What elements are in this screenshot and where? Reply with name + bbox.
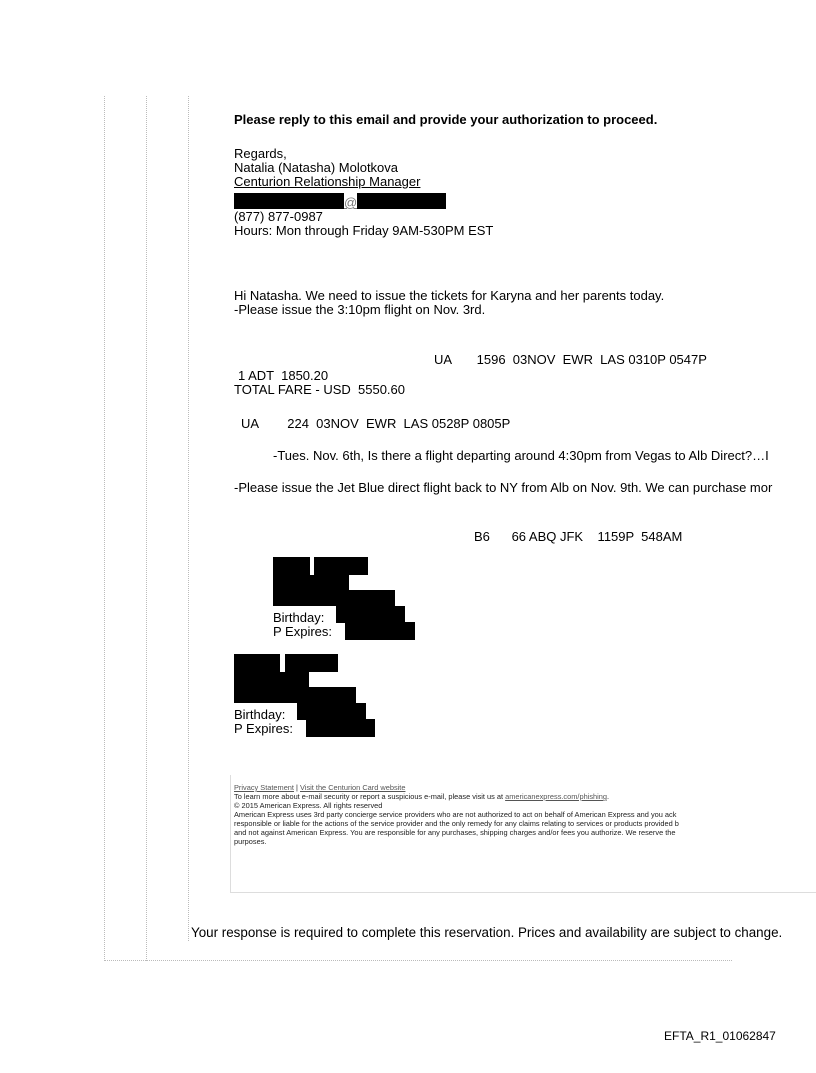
signature-phone: (877) 877-0987 (234, 209, 323, 224)
signature-title: Centurion Relationship Manager (234, 174, 421, 189)
redaction-p1-last (314, 557, 368, 575)
flight-segment-1: UA 1596 03NOV EWR LAS 0310P 0547P (434, 352, 707, 367)
footer-copyright: © 2015 American Express. All rights reserved (234, 801, 383, 810)
redaction-p2-line3 (234, 687, 356, 703)
redaction-email-domain (357, 193, 446, 209)
redaction-p1-first (273, 557, 310, 575)
footer-disclaimer-3: and not against American Express. You are responsible for any purchases, shipping charges and/or fees you authorize. We reserve the (234, 828, 676, 837)
signature-hours: Hours: Mon through Friday 9AM-530PM EST (234, 223, 494, 238)
footer-links (234, 783, 405, 792)
footer-security (234, 792, 609, 801)
redaction-email-user (234, 193, 344, 209)
redaction-p1-line2 (273, 575, 349, 590)
body-line-1: Hi Natasha. We need to issue the tickets for Karyna and her parents today. (234, 288, 665, 303)
passenger-1-expires-label: P Expires: (273, 624, 333, 639)
signature-name: Natalia (Natasha) Molotkova (234, 160, 399, 175)
redaction-p2-first (234, 654, 280, 672)
footer-disclaimer-1: American Express uses 3rd party concierge service providers who are not authorized to act on behalf of American Express and you ack (234, 810, 677, 819)
redaction-p1-expires (345, 622, 415, 640)
phishing-link[interactable]: americanexpress.com/phishing (505, 792, 607, 801)
footer-security-text: To learn more about e-mail security or report a suspicious e-mail, please visit us at (234, 792, 506, 801)
privacy-statement-link[interactable]: Privacy Statement (234, 783, 294, 792)
frame-line-bottom (104, 960, 732, 961)
redaction-p2-expires (306, 719, 375, 737)
centurion-website-link[interactable]: Visit the Centurion Card website (300, 783, 406, 792)
body-line-3: -Tues. Nov. 6th, Is there a flight departing around 4:30pm from Vegas to Alb Direct?…I (273, 448, 769, 463)
body-line-2: -Please issue the 3:10pm flight on Nov. 3rd. (234, 302, 486, 317)
redaction-p1-birthday (336, 606, 405, 623)
document-id: EFTA_R1_01062847 (664, 1029, 776, 1043)
frame-line-left (104, 96, 105, 961)
total-fare: TOTAL FARE - USD 5550.60 (234, 382, 405, 397)
footer-security-period: . (606, 792, 610, 801)
body-line-4: -Please issue the Jet Blue direct flight back to NY from Alb on Nov. 9th. We can purchase mor (234, 480, 773, 495)
signature-at-sign: @ (344, 195, 358, 210)
flight-segment-3: B6 66 ABQ JFK 1159P 548AM (474, 529, 683, 544)
footer-link-separator: | (293, 783, 301, 792)
frame-line-inner (188, 96, 189, 941)
passenger-1-birthday-label: Birthday: (273, 610, 325, 625)
redaction-p2-line2 (234, 672, 309, 687)
fare-line: 1 ADT 1850.20 (238, 368, 329, 383)
flight-segment-2: UA 224 03NOV EWR LAS 0528P 0805P (241, 416, 511, 431)
frame-line-mid (146, 96, 147, 961)
passenger-2-birthday-label: Birthday: (234, 707, 286, 722)
redaction-p1-line3 (273, 590, 395, 606)
redaction-p2-last (285, 654, 338, 672)
passenger-2-expires-label: P Expires: (234, 721, 294, 736)
redaction-p2-birthday (297, 703, 366, 720)
footer-disclaimer-4: purposes. (234, 837, 267, 846)
authorization-request: Please reply to this email and provide your authorization to proceed. (234, 112, 658, 127)
signature-closing: Regards, (234, 146, 287, 161)
response-required-notice: Your response is required to complete this reservation. Prices and availability are subject to change. (191, 925, 783, 940)
footer-disclaimer-2: responsible or liable for the actions of the service provider and the only remedy for any claims relating to services or products provided b (234, 819, 679, 828)
